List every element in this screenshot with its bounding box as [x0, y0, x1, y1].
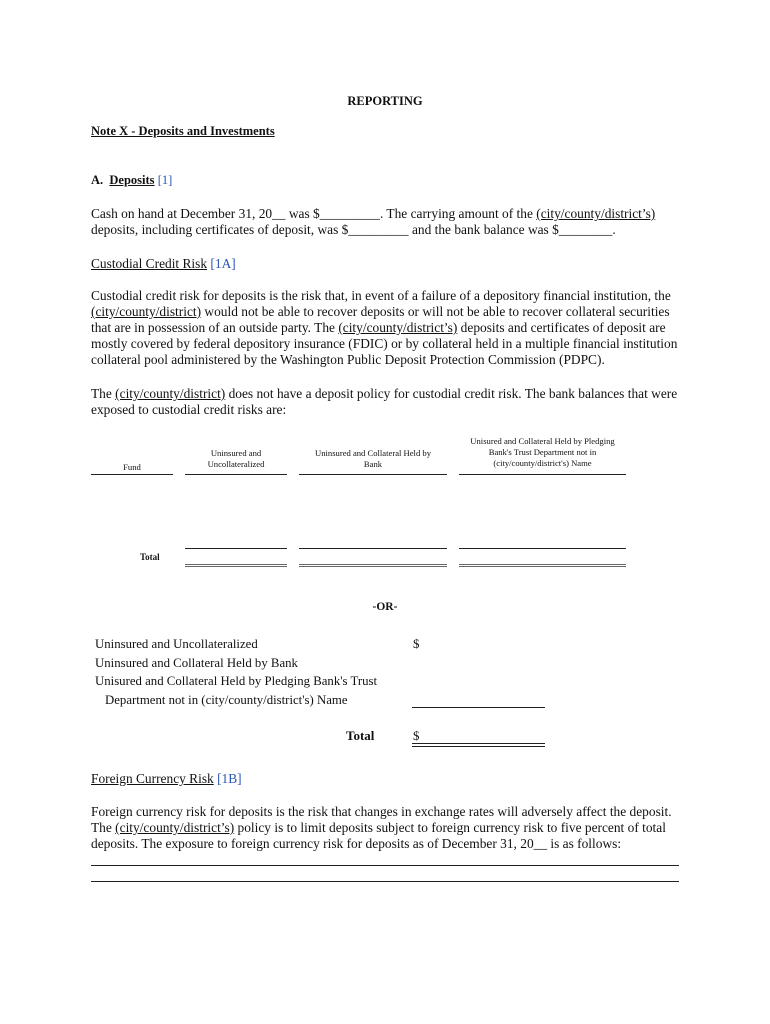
section-a-label: A.	[91, 173, 104, 187]
foreign-heading	[91, 771, 242, 787]
cash-paragraph	[91, 206, 655, 238]
custodial-line-4: mostly covered by federal depository insurance (FDIC) or by collateral held in a multiple financial institution	[91, 336, 678, 351]
foreign-line-2a: The	[91, 820, 116, 835]
foreign-ref[interactable]: [1B]	[217, 771, 242, 786]
custodial-heading	[91, 256, 236, 272]
blank-answer-line[interactable]	[91, 865, 679, 866]
col-header-pledging-l1: Unisured and Collateral Held by Pledging	[470, 436, 615, 446]
col-header-uninsured-l1: Uninsured and	[210, 448, 262, 458]
total-rule	[299, 548, 447, 549]
header-rule	[459, 474, 626, 475]
custodial-line-1: Custodial credit risk for deposits is the risk that, in event of a failure of a depository financial institution, the	[91, 288, 671, 303]
custodial-paragraph	[91, 288, 677, 368]
cash-line-1: Cash on hand at December 31, 20__ was $_________. The carrying amount of the	[91, 206, 537, 221]
entity-placeholder: (city/county/district’s)	[115, 820, 235, 835]
custodial-line-2: would not be able to recover deposits or will not be able to recover collateral securities	[201, 304, 670, 319]
total-double-rule	[459, 564, 626, 565]
custodial-line-5: collateral pool administered by the Washington Public Deposit Protection Commission (PDPC).	[91, 352, 605, 367]
cash-line-2: deposits, including certificates of deposit, was $_________ and the bank balance was $________.	[91, 222, 616, 237]
foreign-paragraph	[91, 804, 672, 852]
total-double-rule	[299, 566, 447, 567]
custodial-p2-line-2: exposed to custodial credit risks are:	[91, 402, 287, 417]
col-header-pledging	[459, 436, 626, 469]
foreign-line-3: deposits. The exposure to foreign currency risk for deposits as of December 31, 20__ is as follows:	[91, 836, 622, 851]
or-separator: -OR-	[372, 601, 398, 613]
col-header-pledging-l3: (city/county/district's) Name	[493, 458, 592, 468]
foreign-line-2b: policy is to limit deposits subject to foreign currency risk to five percent of total	[234, 820, 666, 835]
header-rule	[299, 474, 447, 475]
page-header: REPORTING	[347, 94, 423, 108]
custodial-p2-a: The	[91, 386, 116, 401]
header-rule	[91, 474, 173, 475]
alt-item-uninsured: Uninsured and Uncollateralized	[95, 637, 258, 651]
section-a-heading	[91, 173, 172, 188]
alt-list	[95, 635, 377, 709]
alt-total-rule	[412, 743, 545, 744]
entity-placeholder: (city/county/district)	[91, 304, 202, 319]
alt-dollar-sign: $	[413, 637, 420, 651]
alt-total-label: Total	[346, 728, 375, 743]
custodial-line-3a: that are in possession of an outside party. The	[91, 320, 339, 335]
entity-placeholder: (city/county/district)	[115, 386, 226, 401]
entity-placeholder: (city/county/district’s)	[338, 320, 458, 335]
col-header-uninsured-l2: Uncollateralized	[207, 459, 265, 469]
col-header-bank	[299, 448, 447, 470]
blank-answer-line[interactable]	[91, 881, 679, 882]
table-total-label: Total	[140, 552, 160, 562]
total-double-rule	[185, 566, 287, 567]
total-rule	[459, 548, 626, 549]
col-header-bank-l1: Uninsured and Collateral Held by	[315, 448, 431, 458]
alt-total-dollar: $	[413, 729, 420, 743]
section-a-title: Deposits	[109, 173, 155, 187]
alt-item-bank: Uninsured and Collateral Held by Bank	[95, 655, 298, 670]
alt-item-pledging: Unisured and Collateral Held by Pledging Bank's Trust	[95, 674, 378, 688]
entity-placeholder: (city/county/district’s)	[536, 206, 656, 221]
foreign-title: Foreign Currency Risk	[91, 771, 214, 786]
note-title: Note X - Deposits and Investments	[91, 124, 275, 138]
total-rule	[185, 548, 287, 549]
total-double-rule	[185, 564, 287, 565]
total-double-rule	[299, 564, 447, 565]
alt-subtotal-rule	[412, 707, 545, 708]
custodial-p2-b: does not have a deposit policy for custodial credit risk. The bank balances that were	[225, 386, 678, 401]
section-a-ref[interactable]: [1]	[157, 173, 173, 187]
custodial-paragraph-2	[91, 386, 677, 418]
custodial-line-3b: deposits and certificates of deposit are	[457, 320, 666, 335]
alt-item-pledging-cont: Department not in (city/county/district's) Name	[105, 692, 348, 707]
total-double-rule	[459, 566, 626, 567]
col-header-pledging-l2: Bank's Trust Department not in	[488, 447, 597, 457]
custodial-ref[interactable]: [1A]	[210, 256, 236, 271]
col-header-uninsured	[185, 448, 287, 470]
header-rule	[185, 474, 287, 475]
foreign-line-1: Foreign currency risk for deposits is the risk that changes in exchange rates will adversely affect the deposit.	[91, 804, 672, 819]
col-header-bank-l2: Bank	[363, 459, 383, 469]
col-header-fund: Fund	[123, 462, 141, 472]
custodial-title: Custodial Credit Risk	[91, 256, 208, 271]
alt-total-rule	[412, 746, 545, 747]
